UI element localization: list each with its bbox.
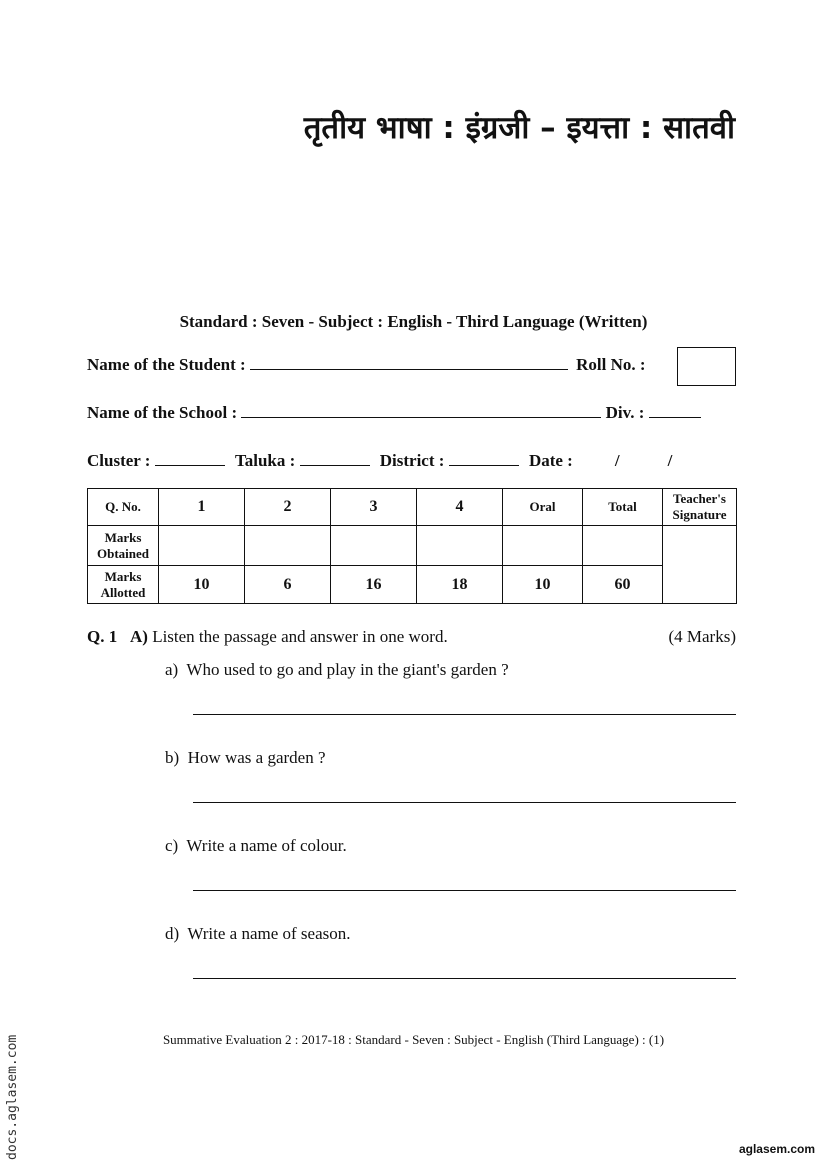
answer-line[interactable] bbox=[193, 802, 736, 803]
header-cell: 2 bbox=[245, 489, 331, 526]
subtitle: Standard : Seven - Subject : English - Third Language (Written) bbox=[179, 312, 648, 331]
side-watermark: docs.aglasem.com bbox=[5, 1034, 20, 1160]
sub-question bbox=[165, 748, 326, 768]
sub-question bbox=[165, 660, 509, 680]
answer-line[interactable] bbox=[193, 978, 736, 979]
question-part: A) bbox=[129, 627, 148, 646]
taluka-label: Taluka : bbox=[234, 451, 296, 470]
obtained-cell[interactable] bbox=[245, 526, 331, 566]
allotted-cell: 18 bbox=[417, 566, 503, 604]
taluka-blank[interactable] bbox=[300, 465, 370, 466]
brand-mark: aglasem.com bbox=[738, 1142, 815, 1156]
question-number: Q. 1 bbox=[87, 627, 118, 646]
header-row bbox=[88, 489, 737, 526]
student-name-row bbox=[87, 355, 646, 375]
sub-question-text: How was a garden ? bbox=[187, 748, 326, 767]
sub-question-text: Write a name of colour. bbox=[186, 836, 347, 855]
sub-question-label: a) bbox=[165, 660, 179, 679]
school-name-label: Name of the School : bbox=[87, 403, 238, 422]
sub-question-label: d) bbox=[165, 924, 180, 943]
district-label: District : bbox=[379, 451, 445, 470]
header-cell: Teacher's Signature bbox=[663, 489, 737, 526]
marks-allotted-row bbox=[88, 566, 737, 604]
div-blank[interactable] bbox=[649, 417, 701, 418]
allotted-cell: 60 bbox=[583, 566, 663, 604]
signature-cell[interactable] bbox=[663, 526, 737, 604]
school-name-blank[interactable] bbox=[241, 417, 601, 418]
row-label: Marks Allotted bbox=[88, 566, 159, 604]
obtained-cell[interactable] bbox=[417, 526, 503, 566]
header-cell: 1 bbox=[159, 489, 245, 526]
date-slash: / bbox=[667, 451, 673, 470]
obtained-cell[interactable] bbox=[583, 526, 663, 566]
roll-number-box[interactable] bbox=[677, 347, 736, 386]
obtained-cell[interactable] bbox=[159, 526, 245, 566]
page-title: तृतीय भाषा : इंग्रजी – इयत्ता : सातवी bbox=[303, 110, 735, 146]
answer-line[interactable] bbox=[193, 714, 736, 715]
allotted-cell: 6 bbox=[245, 566, 331, 604]
header-cell: Oral bbox=[503, 489, 583, 526]
sub-question bbox=[165, 836, 347, 856]
roll-label: Roll No. : bbox=[576, 355, 646, 374]
district-blank[interactable] bbox=[449, 465, 519, 466]
allotted-cell: 10 bbox=[159, 566, 245, 604]
allotted-cell: 16 bbox=[331, 566, 417, 604]
location-row bbox=[87, 451, 672, 471]
row-label: Marks Obtained bbox=[88, 526, 159, 566]
answer-line[interactable] bbox=[193, 890, 736, 891]
cluster-blank[interactable] bbox=[155, 465, 225, 466]
marks-table bbox=[87, 488, 737, 604]
header-cell: Total bbox=[583, 489, 663, 526]
obtained-cell[interactable] bbox=[503, 526, 583, 566]
date-label: Date : bbox=[528, 451, 573, 470]
question-heading bbox=[87, 627, 448, 647]
cluster-label: Cluster : bbox=[87, 451, 151, 470]
sub-question-label: c) bbox=[165, 836, 179, 855]
header-cell: Q. No. bbox=[88, 489, 159, 526]
sub-question bbox=[165, 924, 351, 944]
student-name-label: Name of the Student : bbox=[87, 355, 246, 374]
question-marks: (4 Marks) bbox=[668, 627, 736, 646]
sub-question-text: Write a name of season. bbox=[187, 924, 351, 943]
page-footer: Summative Evaluation 2 : 2017-18 : Standard - Seven : Subject - English (Third Language) : (1) bbox=[162, 1032, 665, 1047]
question-text: Listen the passage and answer in one word. bbox=[152, 627, 448, 646]
date-slash: / bbox=[614, 451, 620, 470]
school-name-row bbox=[87, 403, 701, 423]
header-cell: 4 bbox=[417, 489, 503, 526]
student-name-blank[interactable] bbox=[250, 369, 568, 370]
marks-obtained-row bbox=[88, 526, 737, 566]
div-label: Div. : bbox=[605, 403, 645, 422]
sub-question-text: Who used to go and play in the giant's garden ? bbox=[186, 660, 509, 679]
allotted-cell: 10 bbox=[503, 566, 583, 604]
obtained-cell[interactable] bbox=[331, 526, 417, 566]
header-cell: 3 bbox=[331, 489, 417, 526]
sub-question-label: b) bbox=[165, 748, 180, 767]
